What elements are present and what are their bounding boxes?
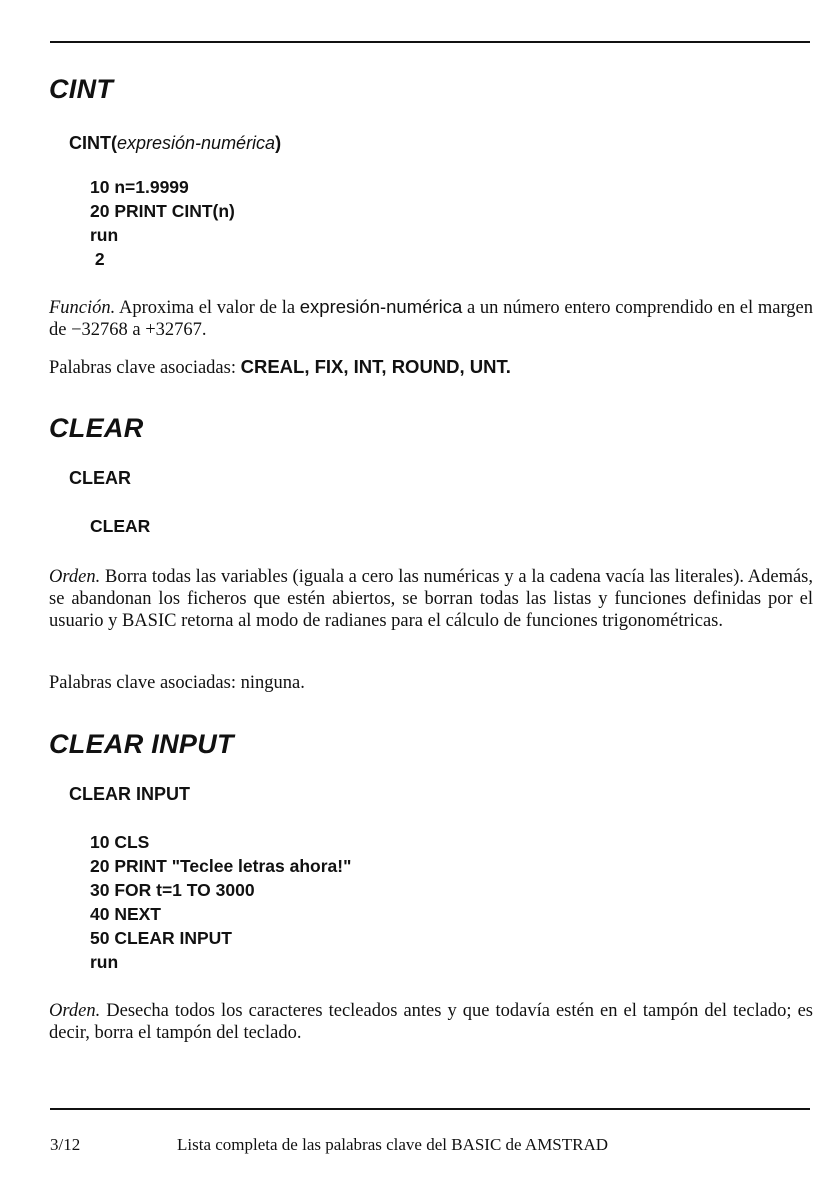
cint-syntax-close: ) bbox=[275, 133, 282, 153]
clear-input-description bbox=[49, 1000, 813, 1044]
clear-input-syntax: CLEAR INPUT bbox=[69, 784, 190, 804]
clear-desc-lead: Orden. bbox=[49, 567, 101, 587]
code-line: 40 NEXT bbox=[90, 904, 161, 924]
top-rule bbox=[50, 41, 810, 43]
clear-description bbox=[49, 566, 813, 632]
code-line: 20 PRINT CINT(n) bbox=[90, 201, 235, 221]
code-line: run bbox=[90, 952, 119, 972]
clear-desc-text: Borra todas las variables (iguala a cero las numéricas y a la cadena vacía las literales). Además, se abandonan los ficheros que estén abiertos, se borran todas las listas y funciones definidas por el usuario y BASIC retorna al modo de radianes para el cálculo de funciones trigonométricas. bbox=[49, 567, 813, 631]
cint-related-label: Palabras clave asociadas: bbox=[49, 358, 241, 378]
page-number: 3/12 bbox=[50, 1135, 81, 1154]
cint-related-keywords: CREAL, FIX, INT, ROUND, UNT. bbox=[240, 356, 511, 377]
clear-input-desc-lead: Orden. bbox=[49, 1001, 101, 1021]
code-line: 20 PRINT "Teclee letras ahora!" bbox=[90, 856, 352, 876]
clear-input-heading: CLEAR INPUT bbox=[49, 729, 234, 759]
cint-desc-part1: Aproxima el valor de la bbox=[115, 298, 300, 318]
cint-syntax-keyword: CINT( bbox=[69, 133, 117, 153]
code-line: 2 bbox=[90, 249, 105, 269]
code-line: 10 n=1.9999 bbox=[90, 177, 189, 197]
cint-desc-part2: a un número entero comprendido en el margen de −32768 a +32767. bbox=[49, 298, 813, 340]
cint-syntax bbox=[69, 133, 281, 154]
cint-syntax-arg: expresión-numérica bbox=[117, 133, 276, 153]
clear-input-desc-text: Desecha todos los caracteres tecleados antes y que todavía estén en el tampón del teclado; es decir, borra el tampón del teclado. bbox=[49, 1001, 813, 1043]
cint-related bbox=[49, 356, 813, 379]
clear-related: Palabras clave asociadas: ninguna. bbox=[49, 673, 305, 693]
cint-desc-lead: Función. bbox=[49, 298, 116, 318]
cint-code-example bbox=[90, 175, 235, 271]
code-line: 30 FOR t=1 TO 3000 bbox=[90, 880, 255, 900]
cint-desc-term: expresión-numérica bbox=[299, 296, 463, 317]
cint-heading: CINT bbox=[49, 74, 114, 104]
code-line: CLEAR bbox=[90, 516, 151, 536]
code-line: 50 CLEAR INPUT bbox=[90, 928, 232, 948]
bottom-rule bbox=[50, 1108, 810, 1110]
clear-syntax: CLEAR bbox=[69, 468, 131, 488]
cint-description bbox=[49, 296, 813, 341]
code-line: 10 CLS bbox=[90, 832, 150, 852]
clear-heading: CLEAR bbox=[49, 413, 144, 443]
clear-code-example bbox=[90, 514, 150, 538]
code-line: run bbox=[90, 225, 119, 245]
running-footer-title: Lista completa de las palabras clave del BASIC de AMSTRAD bbox=[177, 1135, 609, 1154]
clear-input-code-example bbox=[90, 830, 351, 974]
